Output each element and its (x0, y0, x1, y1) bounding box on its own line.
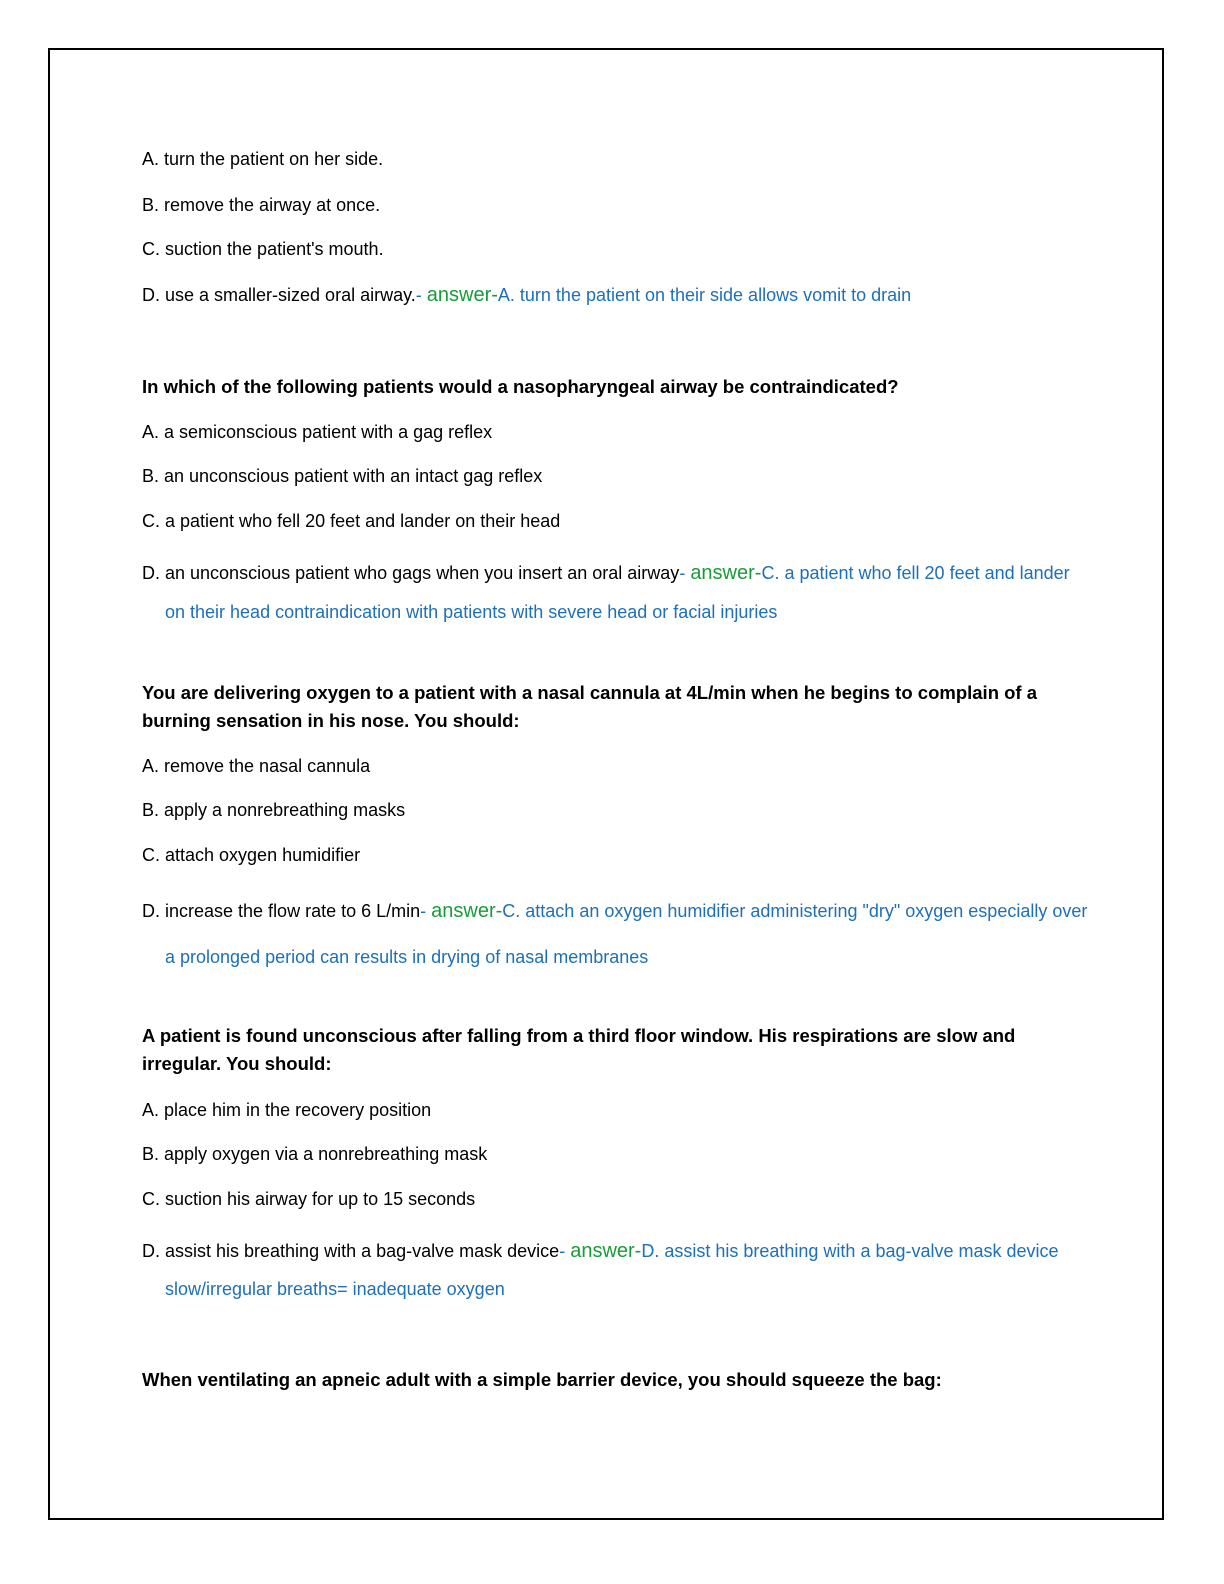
answer-text: C. attach an oxygen humidifier administering "dry" oxygen especially over a prolonged period can results in drying of nasal membranes (165, 901, 1088, 967)
option-b: B. apply oxygen via a nonrebreathing mask (142, 1144, 488, 1164)
option-a: A. a semiconscious patient with a gag reflex (142, 422, 493, 442)
option-d-with-answer: D. increase the flow rate to 6 L/min- answer-C. attach an oxygen humidifier administering "dry" oxygen especially over a prolonged period can results in drying of nasal membranes (142, 900, 1088, 967)
option-d-with-answer: D. an unconscious patient who gags when you insert an oral airway- answer-C. a patient who fell 20 feet and lander on their head contraindication with patients with severe head or facial injuries (142, 562, 1070, 622)
option-b: B. apply a nonrebreathing masks (142, 800, 406, 820)
option-c: C. attach oxygen humidifier (142, 845, 361, 865)
answer-text: C. a patient who fell 20 feet and lander on their head contraindication with patients with severe head or facial injuries (165, 563, 1070, 622)
option-b: B. remove the airway at once. (142, 195, 381, 215)
option-d: D. an unconscious patient who gags when you insert an oral airway (142, 563, 680, 583)
option-c: C. suction his airway for up to 15 seconds (142, 1189, 476, 1209)
option-d-with-answer: D. assist his breathing with a bag-valve mask device- answer-D. assist his breathing with a bag-valve mask device slow/irregular breaths= inadequate oxygen (142, 1240, 1059, 1299)
answer-label: answer- (431, 900, 503, 922)
answer-text: D. assist his breathing with a bag-valve mask device slow/irregular breaths= inadequate oxygen (165, 1241, 1059, 1299)
answer-label: answer- (690, 562, 762, 584)
option-a: A. remove the nasal cannula (142, 756, 371, 776)
answer-label: answer- (570, 1240, 642, 1262)
option-c: C. a patient who fell 20 feet and lander on their head (142, 511, 561, 531)
option-a: A. turn the patient on her side. (142, 149, 384, 169)
option-c: C. suction the patient's mouth. (142, 239, 384, 259)
question-prompt: You are delivering oxygen to a patient with a nasal cannula at 4L/min when he begins to complain of a burning sensation in his nose. You should: (142, 682, 1038, 731)
answer-label: answer- (426, 284, 498, 306)
option-b: B. an unconscious patient with an intact gag reflex (142, 466, 543, 486)
option-d-with-answer: D. use a smaller-sized oral airway.- answer-A. turn the patient on their side allows vomit to drain (142, 284, 912, 306)
question-prompt: In which of the following patients would a nasopharyngeal airway be contraindicated? (142, 376, 899, 397)
option-d: D. use a smaller-sized oral airway. (142, 285, 416, 305)
option-a: A. place him in the recovery position (142, 1100, 432, 1120)
option-d: D. assist his breathing with a bag-valve mask device (142, 1241, 560, 1261)
question-prompt: When ventilating an apneic adult with a simple barrier device, you should squeeze the bag: (142, 1369, 942, 1390)
question-prompt: A patient is found unconscious after falling from a third floor window. His respirations are slow and irregular. You should: (142, 1025, 1016, 1074)
option-d: D. increase the flow rate to 6 L/min (142, 901, 421, 921)
answer-text: A. turn the patient on their side allows vomit to drain (497, 285, 912, 305)
